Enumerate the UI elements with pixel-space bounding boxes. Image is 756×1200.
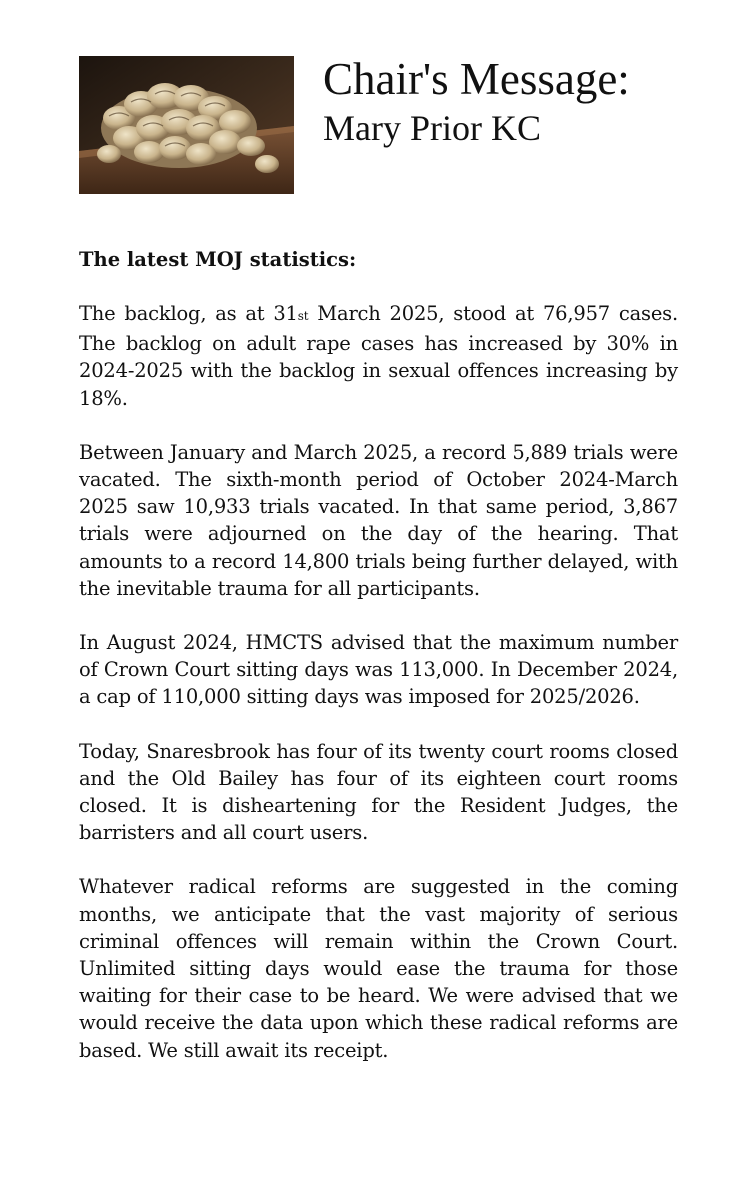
author-name: Mary Prior KC xyxy=(323,108,541,148)
section-heading: The latest MOJ statistics: xyxy=(79,248,357,271)
paragraph-court-closures: Today, Snaresbrook has four of its twenty court rooms closed and the Old Bailey has four of its eighteen court rooms closed. It is disheartening for the Resident Judges, the barristers and all court users. xyxy=(79,739,678,845)
ordinal-suffix: st xyxy=(297,309,309,323)
wig-illustration xyxy=(79,56,294,194)
paragraph-backlog-text-start: The backlog, as at 31 xyxy=(79,302,298,325)
paragraph-vacated-trials: Between January and March 2025, a record 5,889 trials were vacated. The sixth-month period of October 2024-March 2025 saw 10,933 trials vacated. In that same period, 3,867 trials were adjourned on the day of the hearing. That amounts to a record 14,800 trials being further delayed, with the inevitable trauma for all participants. xyxy=(79,440,678,600)
paragraph-backlog xyxy=(79,300,678,412)
page-title: Chair's Message: xyxy=(323,54,630,104)
paragraph-sitting-days: In August 2024, HMCTS advised that the maximum number of Crown Court sitting days was 113,000. In December 2024, a cap of 110,000 sitting days was imposed for 2025/2026. xyxy=(79,631,678,709)
title-block xyxy=(323,52,723,150)
paragraph-backlog-text-end: March 2025, stood at 76,957 cases. The backlog on adult rape cases has increased by 30% in 2024-2025 with the backlog in sexual offences increasing by 18%. xyxy=(79,302,678,410)
article-body xyxy=(79,246,678,1064)
paragraph-reforms: Whatever radical reforms are suggested in the coming months, we anticipate that the vast majority of serious criminal offences will remain within the Crown Court. Unlimited sitting days would ease the trauma for those waiting for their case to be heard. We were advised that we would receive the data upon which these radical reforms are based. We still await its receipt. xyxy=(79,875,678,1062)
barrister-wig-photo xyxy=(79,56,294,194)
